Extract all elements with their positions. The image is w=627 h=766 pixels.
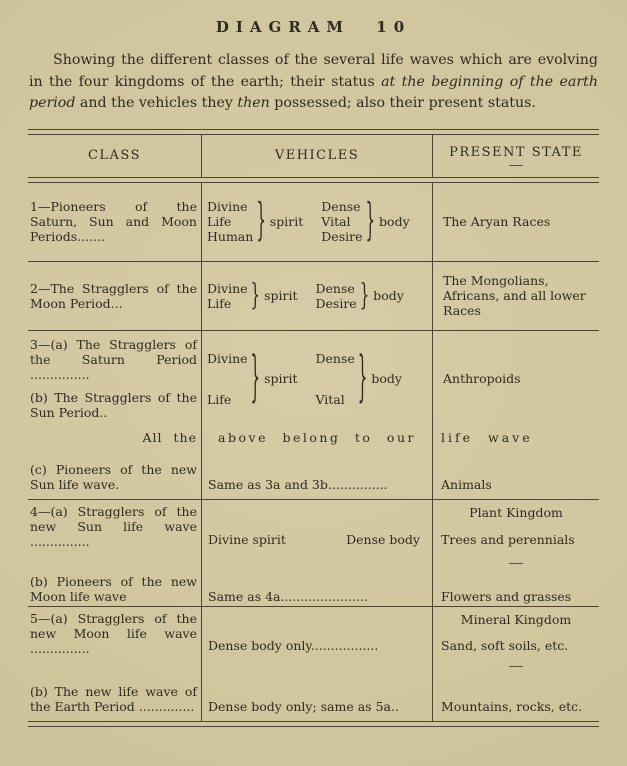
vehicle-item: Desire	[315, 295, 357, 311]
row3c-present-cell	[432, 449, 599, 499]
vehicle-item: Divine	[207, 199, 248, 215]
brace-icon: }	[365, 194, 376, 247]
row2-present-cell	[432, 262, 599, 330]
vehicle-item: Life	[207, 295, 232, 311]
vehicle-item: Divine spirit	[208, 531, 286, 547]
divider-dash	[509, 666, 523, 667]
kingdom-heading: Plant Kingdom	[469, 504, 563, 520]
diagram-table	[28, 129, 599, 727]
vehicle-item: Desire	[321, 229, 363, 245]
row3-class-cell	[28, 331, 201, 427]
empty-cell	[201, 657, 432, 673]
body-label: body	[379, 214, 410, 230]
row5b	[28, 673, 599, 721]
row4a-class-text: 4—(a) Stragglers of the new Sun life wave ...............	[30, 504, 197, 550]
row5b-vehicles-cell	[201, 673, 432, 721]
table-row-5	[28, 607, 599, 721]
vehicle-item: Dense	[315, 280, 355, 296]
intro-text-3: possessed; also their present status.	[269, 95, 536, 112]
intro-text-2: and the vehicles they	[75, 95, 238, 112]
row4a-present-text: Trees and perennials	[441, 531, 575, 547]
brace-icon: }	[359, 276, 370, 313]
empty-cell	[28, 554, 201, 570]
vehicle-item: Vital	[321, 214, 351, 230]
body-label: body	[371, 371, 402, 387]
row5a	[28, 607, 599, 657]
table-row-3	[28, 331, 599, 499]
row3-main	[28, 331, 599, 427]
vehicle-item: Life	[207, 391, 232, 407]
kingdom-heading: Mineral Kingdom	[460, 611, 572, 627]
header-class-label: CLASS	[87, 147, 142, 163]
vehicle-item: Human	[207, 229, 254, 245]
row5b-present-cell	[432, 673, 599, 721]
vehicle-item: Dense	[315, 350, 355, 366]
row3c-vehicles-text: Same as 3a and 3b...............	[208, 476, 388, 492]
body-vehicle-list	[316, 351, 355, 407]
row5a-vehicles-cell	[201, 607, 432, 660]
header-class	[28, 135, 201, 177]
row5-dash-line	[28, 657, 599, 673]
vehicle-item: Vital	[315, 391, 345, 407]
row1-class-text: 1—Pioneers of the Saturn, Sun and Moon Periods.......	[30, 199, 197, 245]
vehicle-item: Dense body	[346, 531, 420, 547]
header-vehicles-label: VEHICLES	[274, 147, 360, 163]
row4a-vehicles-cell	[201, 500, 432, 554]
header-vehicles	[201, 135, 432, 177]
row1-class-cell	[28, 183, 201, 261]
row3-present-cell	[432, 331, 599, 427]
row4a-class-cell	[28, 500, 201, 554]
row3b-class-text: (b) The Stragglers of the Sun Period..	[30, 390, 197, 421]
brace-icon: }	[250, 276, 261, 313]
vehicle-item: Dense	[321, 199, 361, 215]
header-present-label: PRESENT STATE	[449, 145, 583, 161]
row5a-present-cell	[432, 607, 599, 660]
present-divider-cell	[432, 554, 599, 570]
row3-vehicles-cell	[201, 331, 432, 427]
row4a	[28, 500, 599, 554]
row5a-vehicles-text: Dense body only.................	[208, 637, 379, 653]
brace-icon: }	[357, 344, 368, 410]
span-text: All the	[142, 430, 197, 446]
spirit-vehicle-list	[207, 281, 248, 311]
row2-body-group	[315, 276, 404, 313]
row4b-vehicles-cell	[201, 570, 432, 611]
empty-cell	[28, 657, 201, 673]
row2-vehicles-cell	[201, 262, 432, 330]
row4b-present-cell	[432, 570, 599, 611]
intro-text-1: Showing the different classes of the several life waves which are evolving in the four kingdoms of the earth; their status	[29, 52, 598, 90]
row2-spirit-group	[207, 276, 298, 313]
table-header-row	[28, 135, 599, 177]
page-title: DIAGRAM 10	[215, 18, 412, 36]
row3-spirit-group	[207, 344, 298, 410]
row3-span-line	[28, 427, 599, 449]
row3c	[28, 449, 599, 499]
present-divider-cell	[432, 657, 599, 673]
header-present-state	[432, 135, 599, 177]
divider-dash	[509, 563, 523, 564]
header-underline-dash	[509, 165, 523, 166]
row3c-vehicles-cell	[201, 449, 432, 499]
row5b-class-text: (b) The new life wave of the Earth Period ..............	[30, 683, 197, 714]
row3c-class-text: (c) Pioneers of the new Sun life wave.	[30, 461, 197, 492]
row4-dash-line	[28, 554, 599, 570]
span-text: above belong to our	[218, 430, 416, 446]
row2-class-text: 2—The Stragglers of the Moon Period...	[30, 280, 197, 311]
row3c-class-cell	[28, 449, 201, 499]
row4a-present-cell	[432, 500, 599, 554]
intro-italic-2: then	[237, 95, 270, 112]
span-text: life wave	[441, 430, 533, 446]
row3-body-group	[315, 344, 402, 410]
body-vehicle-list	[321, 199, 362, 244]
row5b-present-text: Mountains, rocks, etc.	[441, 698, 583, 714]
spirit-vehicle-list	[207, 351, 248, 407]
brace-icon: }	[250, 344, 261, 410]
vehicle-item: Divine	[207, 280, 248, 296]
vehicle-item: Divine	[207, 350, 248, 366]
row2-present-text: The Mongolians, Africans, and all lower Races	[443, 273, 586, 319]
row1-present-cell	[432, 183, 599, 261]
row1-vehicles-cell	[201, 183, 432, 261]
empty-cell	[201, 554, 432, 570]
row4a-vehicles-line	[202, 532, 432, 547]
row5b-class-cell	[28, 673, 201, 721]
spirit-label: spirit	[264, 371, 298, 387]
row1-present-text: The Aryan Races	[443, 214, 551, 230]
spirit-label: spirit	[264, 288, 298, 304]
row4b-class-text: (b) Pioneers of the new Moon life wave	[30, 573, 197, 604]
row4b-class-cell	[28, 570, 201, 611]
intro-italic-1: at the beginning of the earth period	[29, 73, 598, 112]
span-line-left	[28, 427, 201, 449]
table-row-1	[28, 183, 599, 261]
row4b-vehicles-text: Same as 4a......................	[208, 588, 368, 604]
row3c-present-text: Animals	[441, 476, 492, 492]
span-line-right	[432, 427, 599, 449]
row1-spirit-group	[207, 194, 304, 247]
row3a-class-text: 3—(a) The Stragglers of the Saturn Period ...............	[30, 337, 197, 383]
row1-body-group	[321, 194, 410, 247]
table-row-4	[28, 500, 599, 606]
span-line-middle	[201, 427, 432, 449]
body-vehicle-list	[316, 281, 357, 311]
row5b-vehicles-text: Dense body only; same as 5a..	[208, 698, 399, 714]
row5a-class-text: 5—(a) Stragglers of the new Moon life wave ...............	[30, 610, 197, 656]
row3-present-text: Anthropoids	[443, 371, 521, 387]
spirit-vehicle-list	[207, 199, 253, 244]
intro-paragraph	[29, 50, 598, 115]
row4b-present-text: Flowers and grasses	[441, 588, 572, 604]
body-label: body	[373, 288, 404, 304]
brace-icon: }	[256, 194, 266, 247]
row2-class-cell	[28, 262, 201, 330]
table-row-2	[28, 262, 599, 330]
row4b	[28, 570, 599, 606]
row5a-present-text: Sand, soft soils, etc.	[441, 637, 569, 653]
bottom-double-rule	[28, 721, 599, 727]
vehicle-item: Life	[207, 214, 232, 230]
row5a-class-cell	[28, 607, 201, 660]
spirit-label: spirit	[269, 214, 304, 230]
